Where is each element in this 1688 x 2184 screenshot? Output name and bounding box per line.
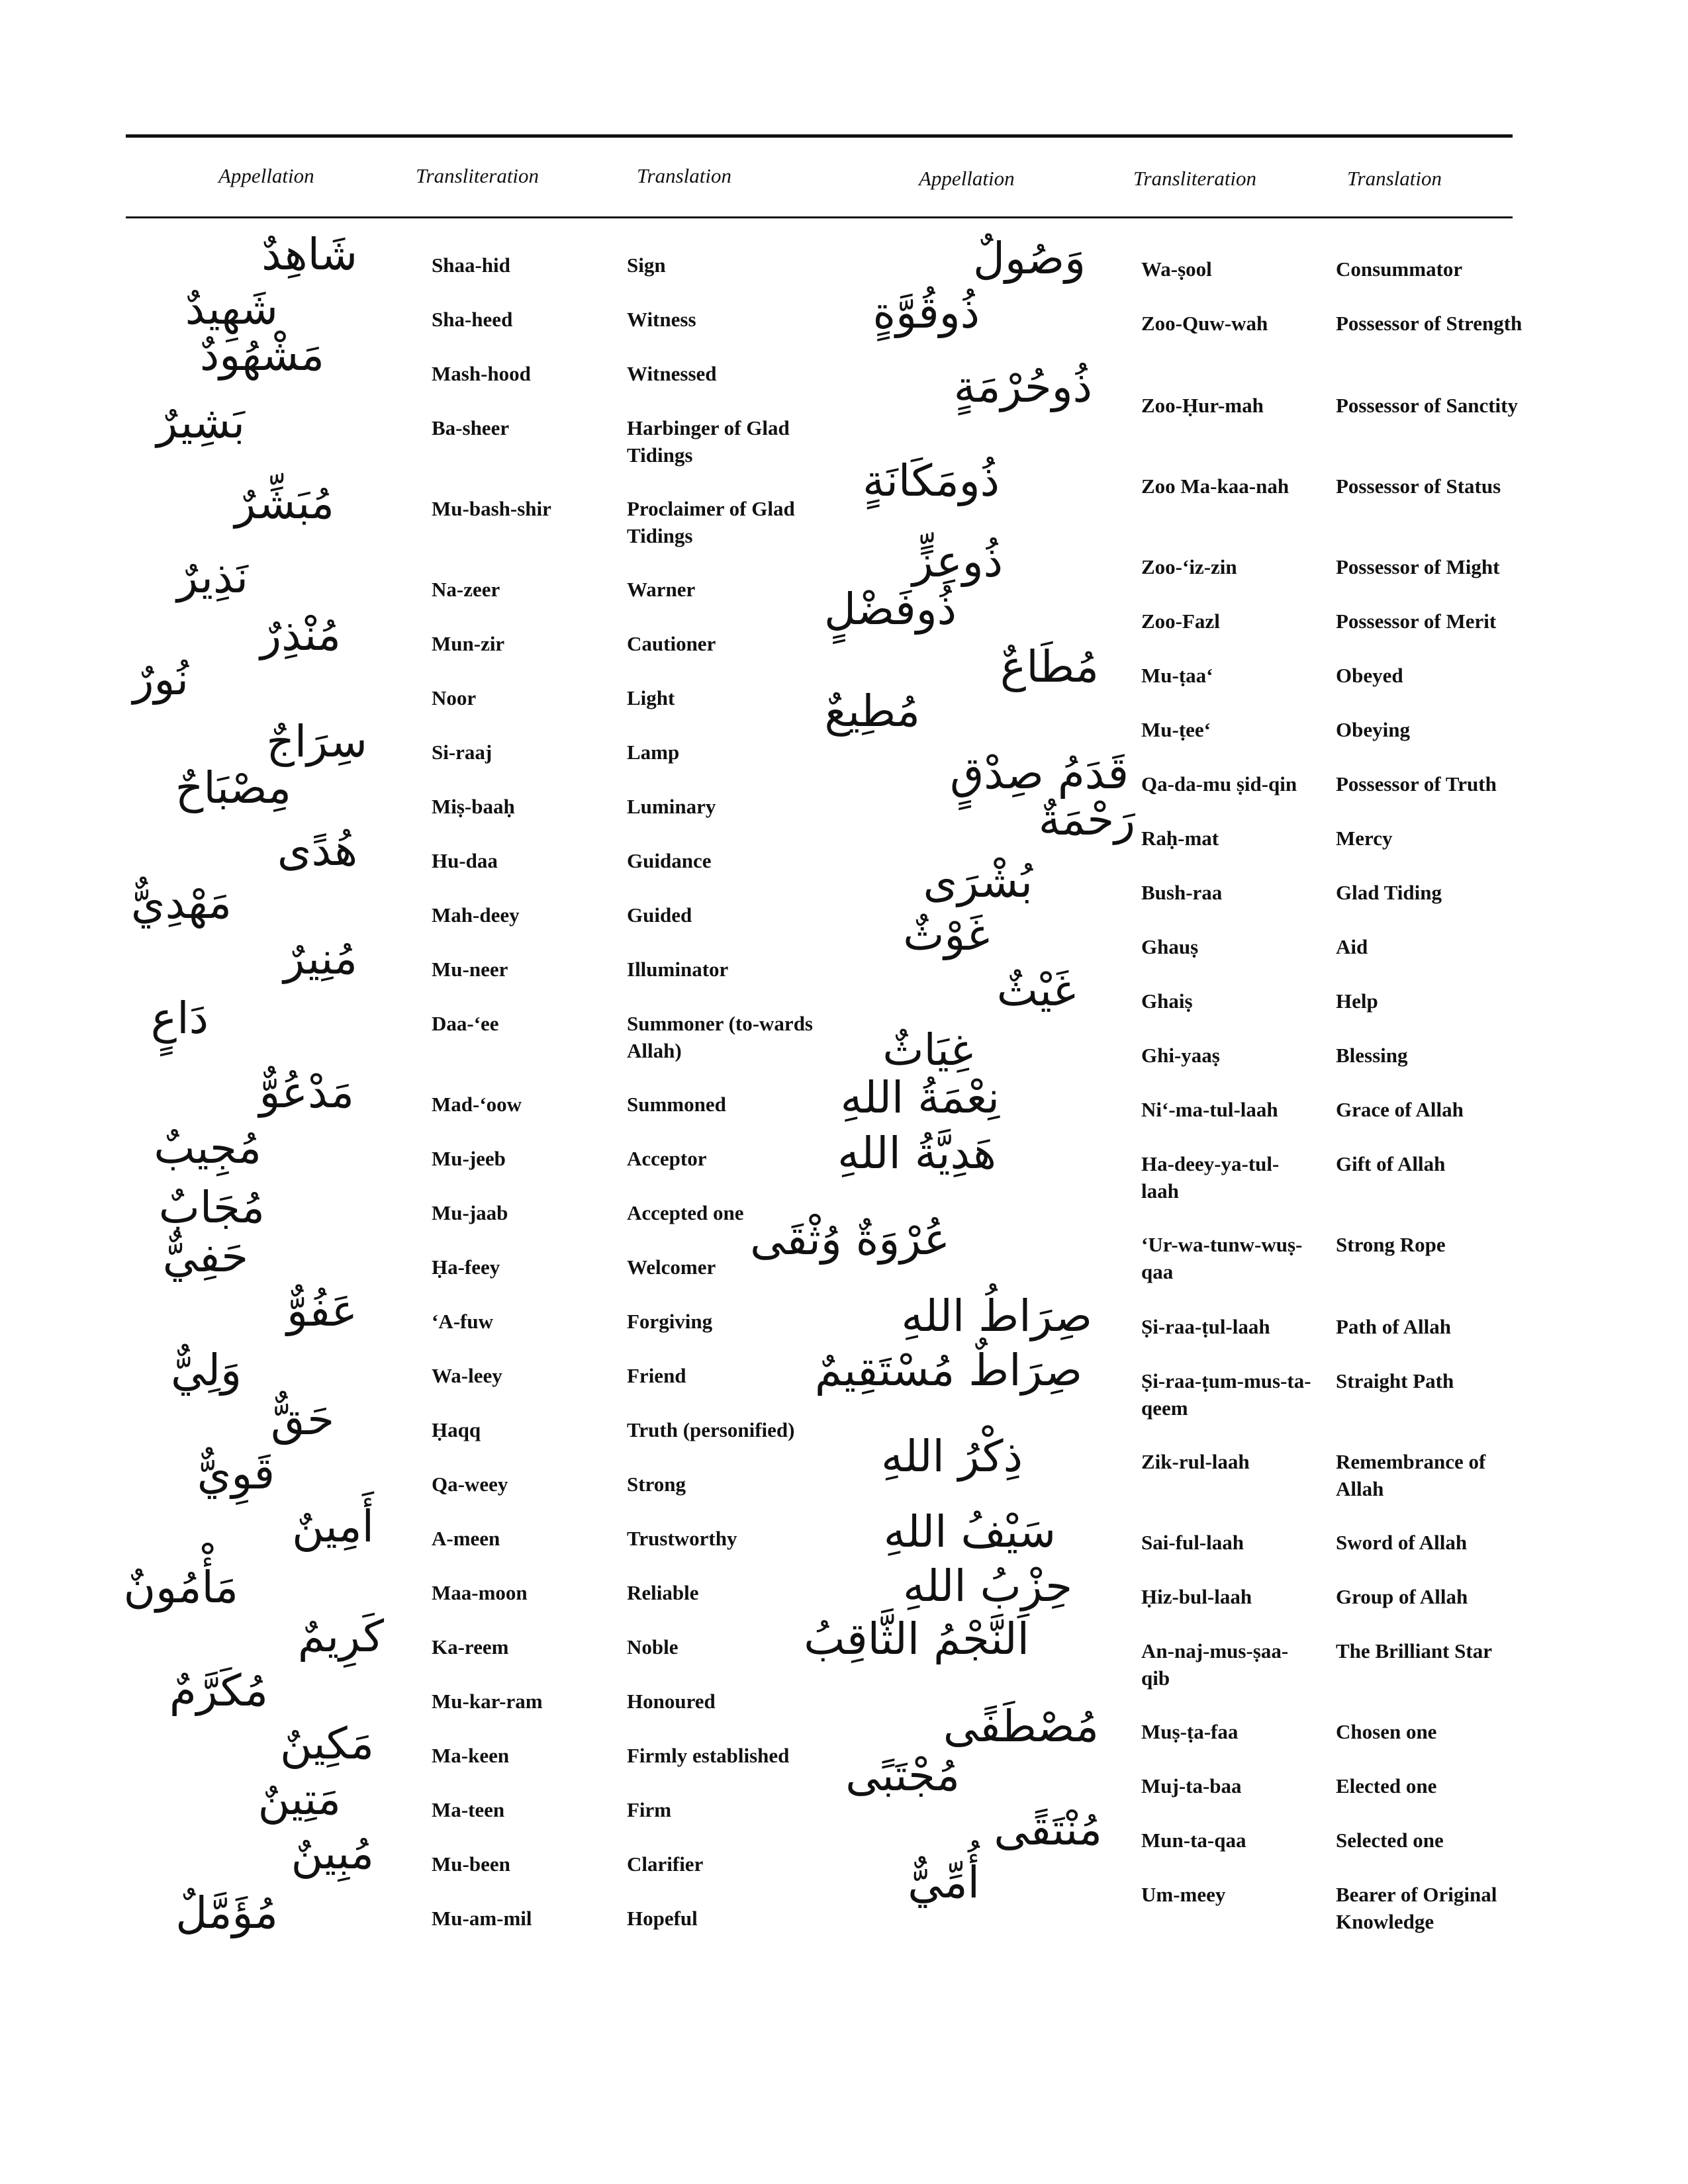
appellation-arabic: حَفِيٌّ [162, 1231, 248, 1282]
header-transliteration-left: Transliteration [416, 164, 539, 187]
appellation-arabic: نَذِيرٌ [177, 552, 248, 603]
appellation-arabic: ذُوحُرْمَةٍ [953, 361, 1092, 412]
translation-cell: Straight Path [1336, 1369, 1454, 1392]
transliteration-cell: Ba-sheer [432, 416, 510, 439]
translation-cell: Lamp [627, 741, 680, 764]
appellation-arabic: مَتِينٌ [258, 1774, 341, 1825]
translation-cell: Clarifier [627, 1852, 704, 1876]
translation-cell: Noble [627, 1635, 679, 1659]
appellation-arabic: مُنِيرٌ [283, 933, 357, 984]
translation-cell: Light [627, 686, 675, 709]
transliteration-cell: Zoo-‘iz-zin [1141, 555, 1237, 578]
appellation-arabic: غَيْثٌ [996, 965, 1076, 1016]
appellation-arabic: حِزْبُ اللهِ [902, 1561, 1072, 1612]
translation-cell: Possessor of Status [1336, 475, 1501, 498]
translation-cell: Warner [627, 578, 696, 601]
transliteration-cell: Raḥ-mat [1141, 827, 1219, 850]
appellation-arabic: حَقٌّ [271, 1394, 334, 1445]
transliteration-cell: Mun-ta-qaa [1141, 1829, 1246, 1852]
transliteration-cell: An-naj-mus-ṣaa-qib [1141, 1639, 1289, 1690]
transliteration-cell: Wa-ṣool [1141, 257, 1212, 281]
appellation-arabic: كَرِيمٌ [297, 1611, 384, 1662]
transliteration-cell: Ghaiṣ [1141, 989, 1193, 1013]
translation-cell: Possessor of Might [1336, 555, 1500, 578]
appellation-arabic: هُدًى [277, 825, 357, 876]
translation-cell: Strong Rope [1336, 1233, 1446, 1256]
appellation-arabic: شَهِيدٌ [185, 283, 278, 334]
translation-cell: Summoned [627, 1093, 726, 1116]
translation-cell: Consummator [1336, 257, 1463, 281]
transliteration-cell: Hu-daa [432, 849, 498, 872]
translation-cell: Hopeful [627, 1907, 698, 1930]
transliteration-cell: Muj-ta-baa [1141, 1774, 1242, 1797]
translation-cell: Firm [627, 1798, 672, 1821]
transliteration-cell: Ḥaqq [432, 1418, 481, 1441]
transliteration-cell: Zoo-Ḥur-mah [1141, 394, 1264, 417]
translation-cell: Grace of Allah [1336, 1098, 1464, 1121]
appellation-arabic: أَمِينٌ [292, 1501, 374, 1552]
appellation-arabic: قَدَمُ صِدْقٍ [950, 748, 1129, 799]
appellation-arabic: ذُوعِزٍّ [912, 536, 1003, 587]
transliteration-cell: Mad-‘oow [432, 1093, 522, 1116]
appellation-arabic: صِرَاطُ اللهِ [901, 1291, 1092, 1342]
translation-cell: Possessor of Sanctity [1336, 394, 1518, 417]
transliteration-cell: Zoo-Fazl [1141, 610, 1220, 633]
transliteration-cell: Mu-bash-shir [432, 497, 551, 520]
translation-cell: Help [1336, 989, 1378, 1013]
translation-cell: Possessor of Strength [1336, 312, 1523, 335]
transliteration-cell: Ka-reem [432, 1635, 509, 1659]
header-translation-left: Translation [637, 164, 731, 187]
translation-cell: The Brilliant Star [1336, 1639, 1492, 1662]
transliteration-cell: ‘A-fuw [432, 1310, 493, 1333]
appellation-arabic: بُشْرَى [923, 856, 1033, 907]
translation-cell: Obeying [1336, 718, 1410, 741]
appellation-arabic: مَأْمُونٌ [123, 1562, 238, 1613]
translation-cell: Truth (personified) [627, 1418, 795, 1441]
translation-cell: Trustworthy [627, 1527, 737, 1550]
translation-cell: Proclaimer of Glad Tidings [627, 497, 795, 547]
translation-cell: Witnessed [627, 362, 717, 385]
appellation-arabic: دَاعٍ [150, 993, 209, 1044]
translation-cell: Firmly established [627, 1744, 790, 1767]
translation-cell: Reliable [627, 1581, 699, 1604]
transliteration-cell: Mah-deey [432, 903, 520, 927]
translation-cell: Cautioner [627, 632, 716, 655]
appellation-arabic: عَفُوٌّ [287, 1285, 357, 1336]
transliteration-cell: Zoo-Quw-wah [1141, 312, 1268, 335]
translation-cell: Acceptor [627, 1147, 707, 1170]
appellation-arabic: مُكَرَّمٌ [169, 1665, 268, 1716]
transliteration-cell: Ṣi-raa-ṭul-laah [1141, 1315, 1270, 1338]
appellation-arabic: مُبِينٌ [291, 1828, 374, 1879]
transliteration-cell: Maa-moon [432, 1581, 528, 1604]
transliteration-cell: Daa-‘ee [432, 1012, 499, 1035]
transliteration-cell: Zik-rul-laah [1141, 1450, 1250, 1473]
translation-cell: Sword of Allah [1336, 1531, 1468, 1554]
appellation-arabic: هَدِيَّةُ اللهِ [837, 1128, 996, 1179]
transliteration-cell: Ha-deey-ya-tul-laah [1141, 1152, 1280, 1203]
transliteration-cell: Ghi-yaaṣ [1141, 1044, 1220, 1067]
translation-cell: Possessor of Truth [1336, 772, 1497, 796]
translation-cell: Guided [627, 903, 692, 927]
appellation-arabic: سَيْفُ اللهِ [883, 1506, 1056, 1557]
translation-cell: Obeyed [1336, 664, 1403, 687]
transliteration-cell: Mu-am-mil [432, 1907, 532, 1930]
header-appellation-right: Appellation [919, 167, 1015, 190]
header-rule [126, 216, 1513, 218]
translation-cell: Sign [627, 253, 666, 277]
transliteration-cell: Ghauṣ [1141, 935, 1199, 958]
transliteration-cell: Um-meey [1141, 1883, 1226, 1906]
appellation-arabic: صِرَاطٌ مُسْتَقِيمٌ [814, 1345, 1082, 1396]
appellation-arabic: مَكِينٌ [280, 1718, 374, 1769]
translation-cell: Path of Allah [1336, 1315, 1451, 1338]
transliteration-cell: Ḥa-feey [432, 1255, 500, 1279]
translation-cell: Accepted one [627, 1201, 744, 1224]
translation-cell: Bearer of Original Knowledge [1336, 1883, 1497, 1933]
header-transliteration-right: Transliteration [1133, 167, 1257, 190]
transliteration-cell: Mu-ṭee‘ [1141, 718, 1211, 741]
transliteration-cell: Qa-weey [432, 1473, 508, 1496]
translation-cell: Glad Tiding [1336, 881, 1442, 904]
transliteration-cell: Zoo Ma-kaa-nah [1141, 475, 1289, 498]
appellation-arabic: وَصُولٌ [973, 233, 1086, 284]
transliteration-cell: A-meen [432, 1527, 500, 1550]
transliteration-cell: Ḥiz-bul-laah [1141, 1585, 1252, 1608]
transliteration-cell: Sha-heed [432, 308, 513, 331]
translation-cell: Chosen one [1336, 1720, 1437, 1743]
appellation-arabic: مُنْذِرٌ [260, 610, 341, 660]
transliteration-cell: Qa-da-mu ṣid-qin [1141, 772, 1297, 796]
translation-cell: Remembrance of Allah [1336, 1450, 1486, 1500]
transliteration-cell: Ma-teen [432, 1798, 505, 1821]
transliteration-cell: Ṣi-raa-ṭum-mus-ta-qeem [1141, 1369, 1311, 1420]
appellation-arabic: مُصْطَفًى [943, 1701, 1099, 1752]
appellation-arabic: شَاهِدٌ [261, 229, 357, 280]
translation-cell: Friend [627, 1364, 686, 1387]
appellation-arabic: مِصْبَاحٌ [175, 762, 291, 813]
appellation-arabic: مُطِيعٌ [824, 686, 920, 737]
appellation-arabic: مُنْتَقًى [994, 1804, 1102, 1855]
translation-cell: Strong [627, 1473, 686, 1496]
appellation-arabic: وَلِيٌّ [171, 1345, 242, 1396]
appellation-arabic: مُبَشِّرٌ [234, 478, 334, 529]
translation-cell: Gift of Allah [1336, 1152, 1446, 1175]
transliteration-cell: Mu-neer [432, 958, 508, 981]
translation-cell: Guidance [627, 849, 712, 872]
translation-cell: Honoured [627, 1690, 716, 1713]
translation-cell: Blessing [1336, 1044, 1408, 1067]
header-translation-right: Translation [1347, 167, 1442, 190]
appellation-arabic: مُجْتَبًى [845, 1750, 960, 1801]
transliteration-cell: Bush-raa [1141, 881, 1223, 904]
appellation-arabic: عُرْوَةٌ وُثْقَى [750, 1214, 950, 1265]
header-appellation-left: Appellation [218, 164, 314, 187]
appellation-arabic: مُجَابٌ [158, 1182, 265, 1233]
translation-cell: Harbinger of Glad Tidings [627, 416, 790, 467]
appellation-arabic: ذِكْرُ اللهِ [881, 1431, 1023, 1482]
translation-cell: Mercy [1336, 827, 1393, 850]
transliteration-cell: Noor [432, 686, 477, 709]
appellation-arabic: نِعْمَةُ اللهِ [840, 1072, 1000, 1123]
transliteration-cell: Si-raaj [432, 741, 492, 764]
appellation-arabic: غِيَاثٌ [882, 1024, 973, 1075]
transliteration-cell: Sai-ful-laah [1141, 1531, 1244, 1554]
transliteration-cell: ‘Ur-wa-tunw-wuṣ-qaa [1141, 1233, 1303, 1283]
transliteration-cell: Muṣ-ṭa-faa [1141, 1720, 1239, 1743]
appellation-arabic: غَوْثٌ [903, 909, 990, 960]
appellation-arabic: قَوِيٌّ [197, 1448, 275, 1499]
transliteration-cell: Mu-kar-ram [432, 1690, 543, 1713]
translation-cell: Elected one [1336, 1774, 1437, 1797]
appellation-arabic: مُجِيبٌ [154, 1122, 261, 1173]
appellation-arabic: أُمِّيٌّ [908, 1857, 980, 1908]
appellation-arabic: ذُومَكَانَةٍ [863, 455, 1000, 506]
transliteration-cell: Na-zeer [432, 578, 500, 601]
appellation-arabic: سِرَاجٌ [266, 716, 367, 767]
appellation-arabic: مَشْهُودٌ [199, 330, 324, 381]
appellation-arabic: بَشِيرٌ [156, 397, 245, 448]
transliteration-cell: Shaa-hid [432, 253, 510, 277]
transliteration-cell: Mun-zir [432, 632, 505, 655]
appellation-arabic: رَحْمَةٌ [1038, 794, 1135, 845]
translation-cell: Luminary [627, 795, 716, 818]
transliteration-cell: Miṣ-baaḥ [432, 795, 515, 818]
translation-cell: Aid [1336, 935, 1368, 958]
transliteration-cell: Wa-leey [432, 1364, 502, 1387]
transliteration-cell: Mu-jeeb [432, 1147, 506, 1170]
appellation-arabic: مُؤَمَّلٌ [175, 1888, 278, 1938]
translation-cell: Selected one [1336, 1829, 1444, 1852]
transliteration-cell: Mu-jaab [432, 1201, 508, 1224]
translation-cell: Welcomer [627, 1255, 716, 1279]
translation-cell: Possessor of Merit [1336, 610, 1497, 633]
translation-cell: Witness [627, 308, 696, 331]
appellation-arabic: ذُوقُوَّةٍ [872, 287, 980, 338]
transliteration-cell: Mash-hood [432, 362, 531, 385]
appellation-arabic: ذُوفَضْلٍ [823, 584, 957, 635]
transliteration-cell: Mu-been [432, 1852, 510, 1876]
appellation-arabic: مَهْدِيٌّ [130, 878, 232, 929]
translation-cell: Forgiving [627, 1310, 713, 1333]
translation-cell: Illuminator [627, 958, 729, 981]
transliteration-cell: Mu-ṭaa‘ [1141, 664, 1213, 687]
appellation-arabic: مَدْعُوٌّ [259, 1067, 354, 1118]
transliteration-cell: Ma-keen [432, 1744, 510, 1767]
translation-cell: Group of Allah [1336, 1585, 1468, 1608]
translation-cell: Summoner (to-wards Allah) [627, 1012, 813, 1062]
appellation-arabic: نُورٌ [132, 654, 189, 705]
top-rule [126, 134, 1513, 138]
appellation-arabic: مُطَاعٌ [1000, 641, 1099, 692]
transliteration-cell: Ni‘-ma-tul-laah [1141, 1098, 1278, 1121]
appellation-arabic: اَلنَّجْمُ الثَّاقِبُ [804, 1614, 1029, 1664]
